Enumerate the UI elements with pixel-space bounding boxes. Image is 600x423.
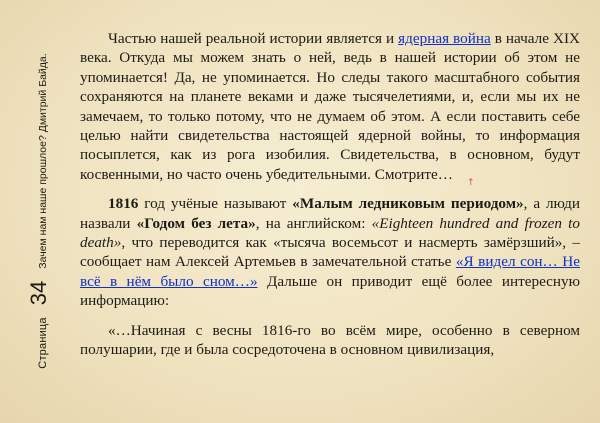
- english-quote: «Eighteen hundred and frozen to death»: [80, 214, 580, 252]
- text-run: , на английском:: [255, 214, 372, 232]
- text-run: Дальше он приводит ещё более интересную информацию:: [80, 272, 580, 310]
- link-nuclear-war[interactable]: ядерная война: [398, 30, 491, 47]
- paragraph-3: [80, 321, 580, 360]
- body-text: [80, 29, 580, 360]
- page-spine: [0, 0, 78, 423]
- text-run: , а люди назвали: [80, 195, 580, 232]
- text-run: Частью нашей реальной истории является и: [108, 30, 399, 47]
- text-run: «…Начиная с весны 1816-го во всём мире, особенно в северном полушарии, где и была сосредоточена в основном цивилизация,: [80, 321, 580, 359]
- paragraph-1: [80, 29, 580, 184]
- page-number: 34: [26, 280, 51, 306]
- book-title: Зачем нам наше прошлое? Дмитрий Байда.: [37, 53, 49, 269]
- page-label: Страница: [37, 317, 49, 369]
- red-mark-icon: ↑: [467, 178, 475, 188]
- text-run: год учёные называют: [138, 195, 293, 213]
- bold-little-ice-age: «Малым ледниковым периодом»: [292, 195, 524, 213]
- text-run: в начале XIX века. Откуда мы можем знать о ней, ведь в нашей истории об этом не упоминается! Да, не упоминается. Но следы такого масштабного события сохраняются на планете веками и даже тысячелетиями, и, если мы их не замечаем, то только потому, что не думаем об этом. А если поставить себе целью найти свидетельства настоящей ядерной войны, то информация посыплется, как из рога изобилия. Свидетельства, в основном, будут косвенными, но часто очень убедительными. Смотрите…: [80, 30, 580, 183]
- year-1816: 1816: [108, 195, 139, 213]
- paragraph-2: [80, 194, 580, 310]
- bold-year-without-summer: «Годом без лета»: [136, 214, 256, 232]
- link-article[interactable]: «Я видел сон… Не всё в нём было сном…»: [80, 253, 580, 290]
- text-run: , что переводится как «тысяча восемьсот и насмерть замёрзший», – сообщает нам Алексей Артемьев в замечательной статье: [80, 234, 580, 271]
- spine-text: [28, 11, 50, 411]
